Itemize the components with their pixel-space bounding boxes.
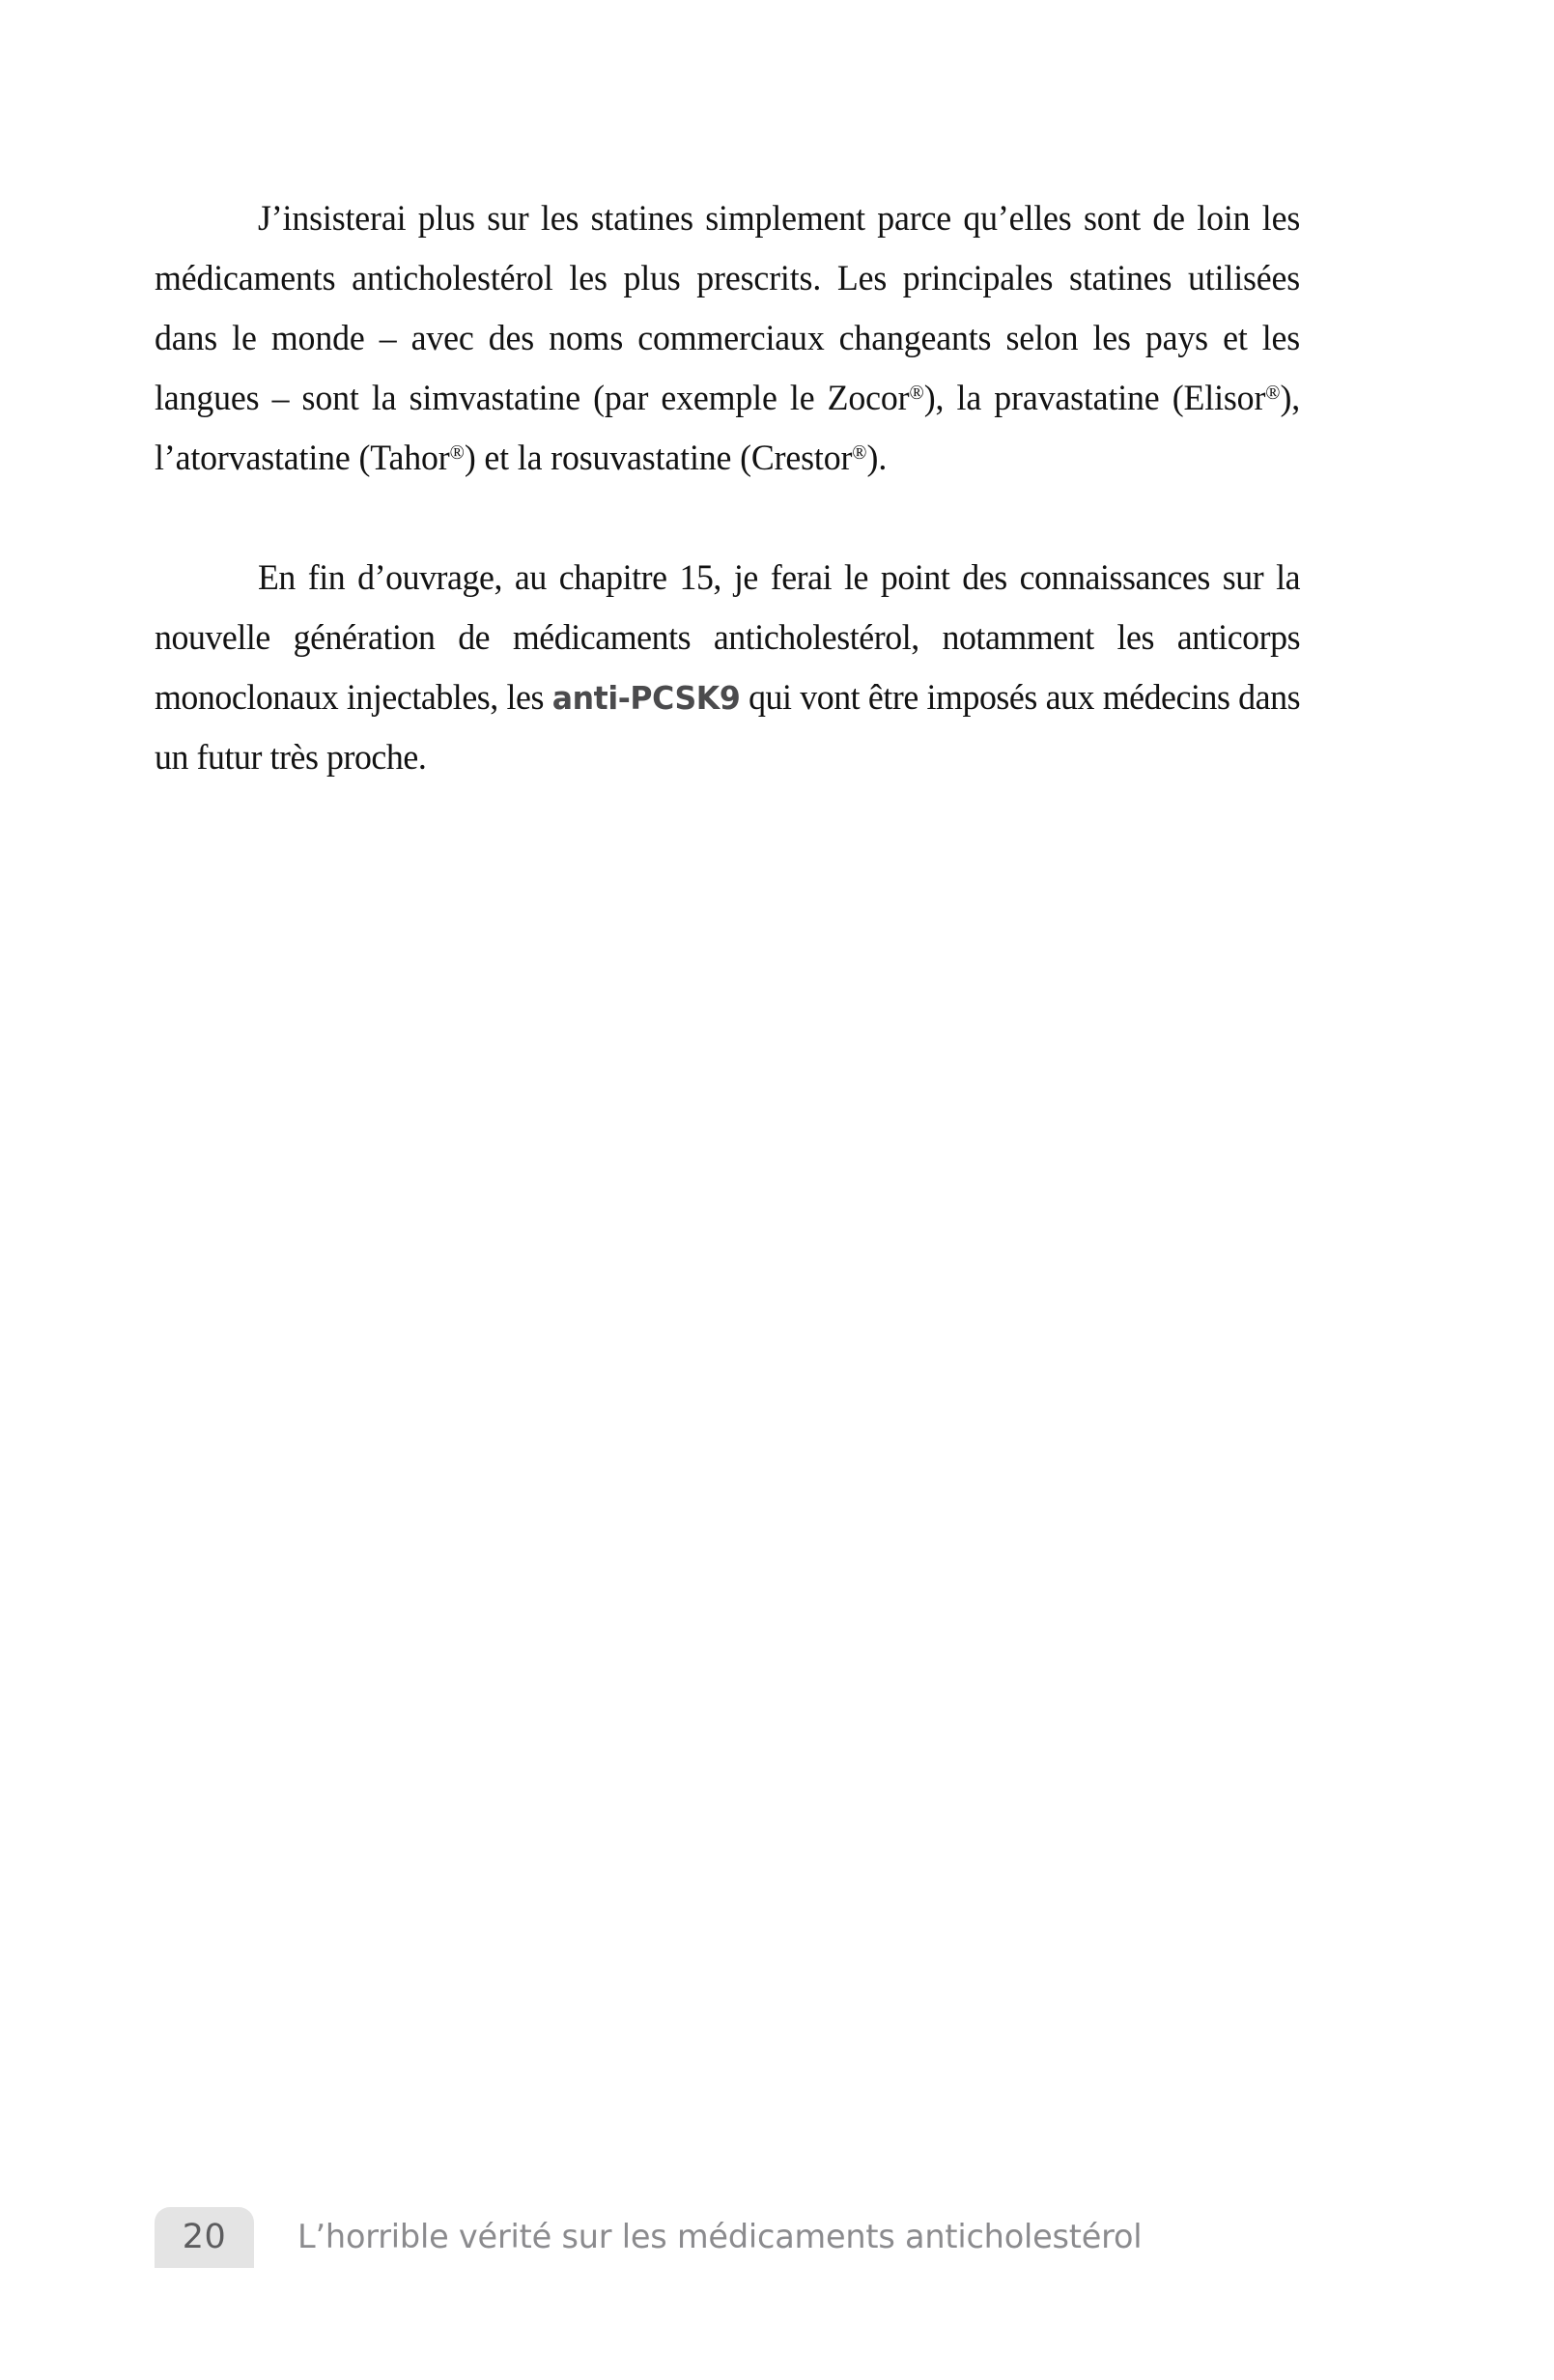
- paragraph-1-segment-text-2: ), la pravastatine (Elisor: [923, 379, 1266, 418]
- paragraph-2-segment-text-1: En fin d’ouvrage, au chapitre 15, je ferai le point des connaissances sur la nouvelle génération de médicaments anticholestérol, notamment les anticorps monoclonaux injectables, les: [155, 558, 1301, 718]
- registered-mark-elisor: ®: [1265, 381, 1281, 405]
- paragraph-1: [155, 189, 1300, 489]
- paragraph-1-segment-text-1: J’insisterai plus sur les statines simplement parce qu’elles sont de loin les médicaments anticholestérol les plus prescrits. Les principales statines utilisées dans le monde – avec des noms commerciaux changeants selon les pays et les langues – sont la simvastatine (par exemple le Zocor: [155, 199, 1301, 418]
- paragraph-2-segment-text-2: qui vont être imposés aux médecins dans un futur très proche.: [155, 678, 1301, 778]
- paragraph-1-segment-text-3: ), l’atorvastatine (Tahor: [155, 379, 1301, 478]
- page-footer: [155, 2207, 1142, 2284]
- running-title: L’horrible vérité sur les médicaments anticholestérol: [297, 2218, 1143, 2255]
- page-number: 20: [182, 2218, 227, 2256]
- page-body: [155, 189, 1354, 788]
- paragraph-2: [155, 549, 1300, 788]
- anti-pcsk9-emphasis: anti-PCSK9: [551, 679, 741, 717]
- page-number-badge: [155, 2207, 254, 2268]
- registered-mark-crestor: ®: [852, 440, 867, 465]
- registered-mark-tahor: ®: [449, 440, 465, 465]
- registered-mark-zocor: ®: [909, 381, 924, 405]
- paragraph-1-segment-text-5: ).: [866, 439, 888, 478]
- paragraph-1-segment-text-4: ) et la rosuvastatine (Crestor: [464, 439, 853, 478]
